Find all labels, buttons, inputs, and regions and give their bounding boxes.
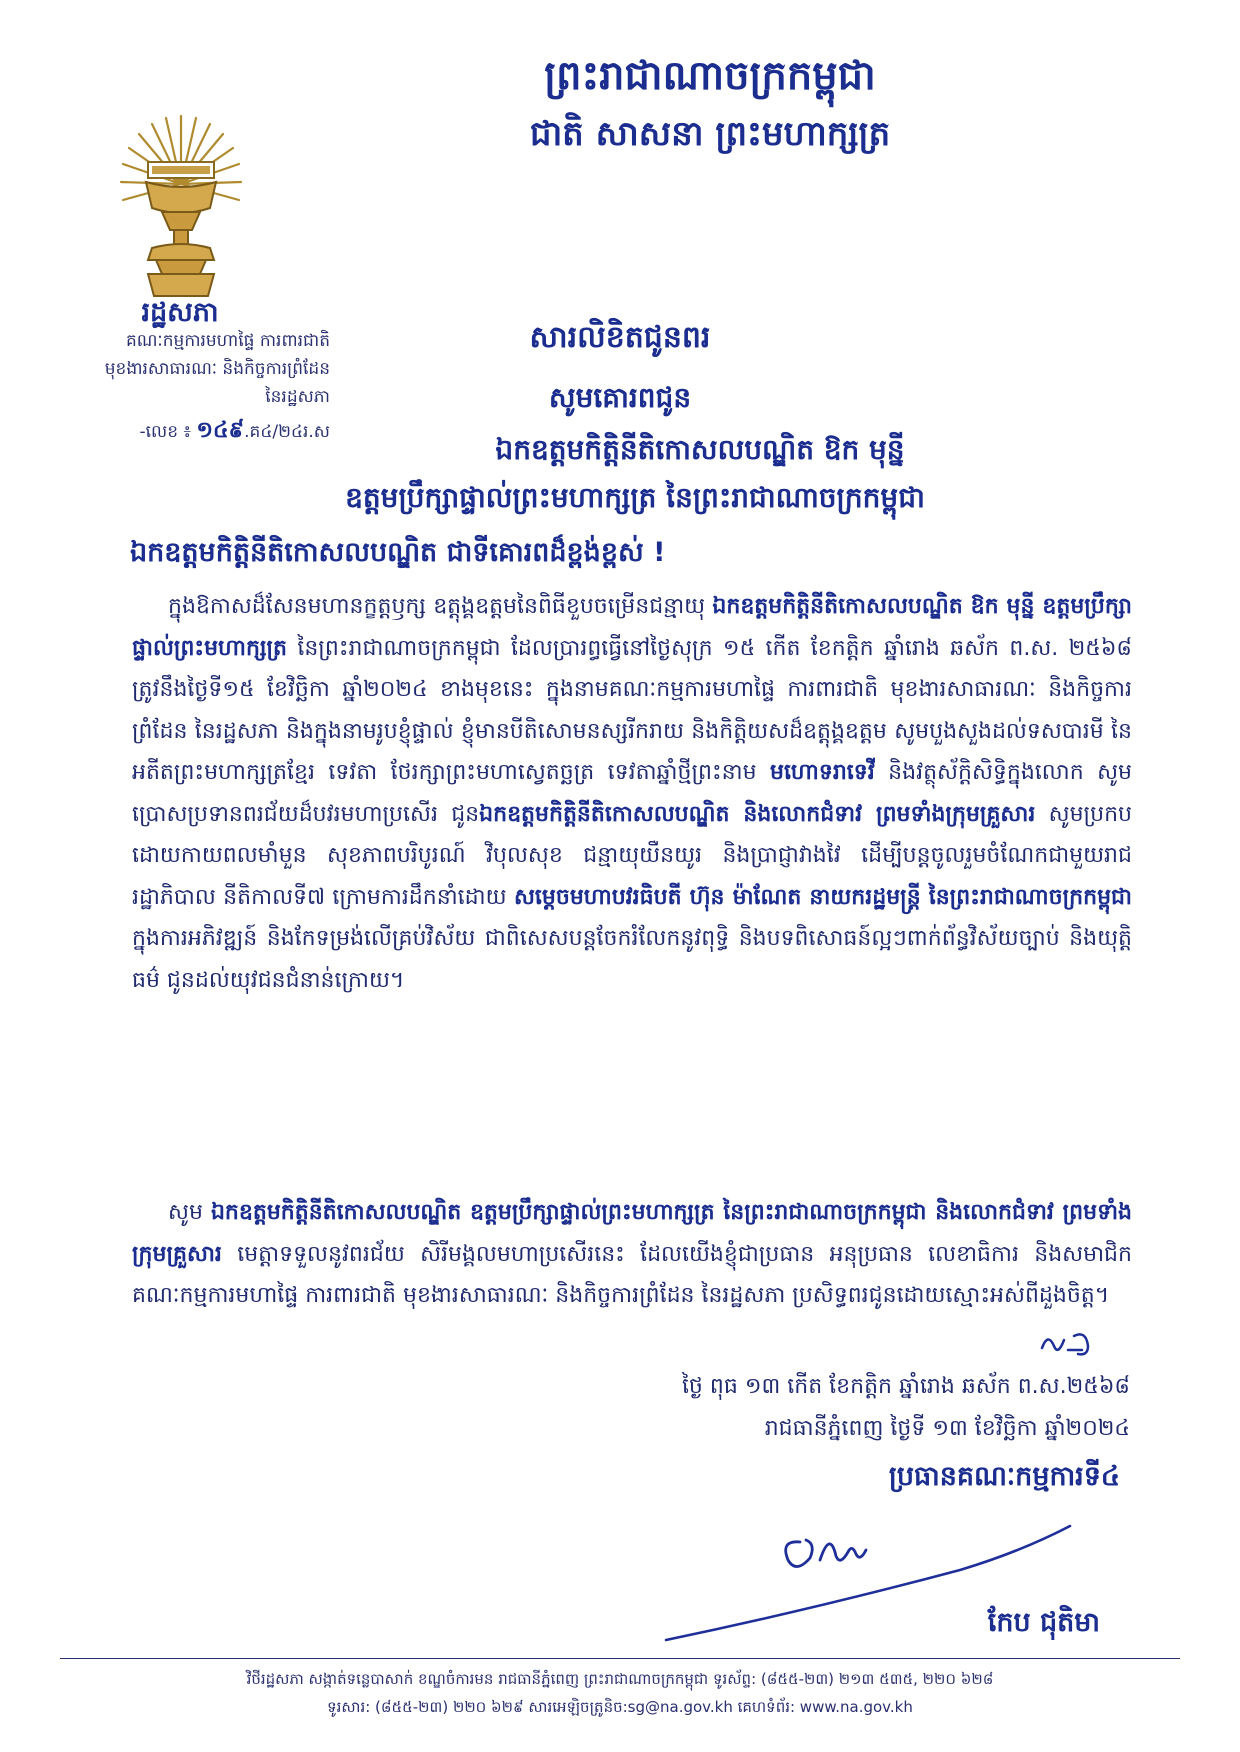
footer-divider	[60, 1658, 1180, 1659]
initials-mark-icon	[1038, 1326, 1098, 1362]
body-paragraph-1	[132, 586, 1132, 1001]
ref-suffix: .គ៤/២៤រ.ស	[244, 422, 330, 442]
respect-line: សូមគោរពជូន	[548, 381, 692, 414]
p1-text-a: ក្នុងឱកាសដ៏សែនមហានក្ខត្តឫក្ស ឧត្តុង្គឧត្តមនៃពិធីខួបចម្រើនជន្មាយុ	[168, 594, 713, 619]
commission-line-3: នៃរដ្ឋសភា	[265, 387, 330, 407]
p1-bold-addressee: ឯកឧត្តមកិត្តិនីតិកោសលបណ្ឌិត ឱក មុន្នី ឧត្តមប្រឹក្សាផ្ទាល់ព្រះមហាក្សត្រ	[132, 594, 1132, 661]
ref-prefix: -លេខ ៖	[139, 422, 197, 442]
solar-date: រាជធានីភ្នំពេញ ថ្ងៃទី ១៣ ខែវិច្ឆិកា ឆ្នាំ២០២៤	[764, 1416, 1130, 1441]
p1-text-i: ក្នុងការអភិវឌ្ឍន៍ និងកែទម្រង់លើគ្រប់វិស័យ ជាពិសេសបន្តចែករំលែកនូវពុទ្ធិ និងបទពិសោធន៍ល្អៗពាក់ព័ន្ធវិស័យច្បាប់ និងយុត្តិធម៌ ជូនដល់យុវជនជំនាន់ក្រោយ។	[132, 926, 1132, 993]
national-assembly-emblem-icon	[118, 112, 244, 302]
p1-text-e: និងវត្ថុស័ក្តិសិទ្ធិក្នុងលោក សូមប្រោសប្រទានពរជ័យដ៏បវរមហាប្រសើរ ជូន	[132, 760, 1133, 827]
signer-title: ប្រធានគណៈកម្មការទី៤	[888, 1461, 1120, 1492]
national-motto: ជាតិ សាសនា ព្រះមហាក្សត្រ	[529, 114, 891, 154]
footer-address: វិថីរដ្ឋសភា សង្កាត់ទន្លេបាសាក់ ខណ្ឌចំការមន រាជធានីភ្នំពេញ ព្រះរាជាណាចក្រកម្ពុជា ទូរស័ព្ទ: (៨៥៥-២៣) ២១៣ ៥៣៥, ២២០ ៦២៨	[246, 1670, 994, 1688]
p1-bold-deity: មហោទរាទេវី	[769, 760, 875, 785]
p1-bold-prime-minister: សម្តេចមហាបវរធិបតី ហ៊ុន ម៉ាណែត នាយករដ្ឋមន្ត្រី នៃព្រះរាជាណាចក្រកម្ពុជា	[513, 884, 1132, 910]
commission-line-1: គណៈកម្មការមហាផ្ទៃ ការពារជាតិ	[126, 331, 330, 351]
p2-text-c: មេត្តាទទួលនូវពរជ័យ សិរីមង្គលមហាប្រសើរនេះ ដែលយើងខ្ញុំជាប្រធាន អនុប្រធាន លេខាធិការ និងសមាជិកគណៈកម្មការមហាផ្ទៃ ការពារជាតិ មុខងារសាធារណៈ និងកិច្ចការព្រំដែន នៃរដ្ឋសភា ប្រសិទ្ធពរជូនដោយស្មោះអស់ពីដួងចិត្ត។	[132, 1241, 1132, 1308]
kingdom-heading: ព្រះរាជាណាចក្រកម្ពុជា	[544, 53, 876, 99]
p1-text-c: នៃព្រះរាជាណាចក្រកម្ពុជា ដែលប្រារព្ធធ្វើនៅថ្ងៃសុក្រ ១៥ កើត ខែកត្តិក ឆ្នាំរោង ឆស័ក ព.ស. ២៥៦៨ ត្រូវនឹងថ្ងៃទី១៥ ខែវិច្ឆិកា ឆ្នាំ២០២៤ ខាងមុខនេះ ក្នុងនាមគណៈកម្មការមហាផ្ទៃ ការពារជាតិ មុខងារសាធារណៈ និងកិច្ចការព្រំដែន នៃរដ្ឋសភា និងក្នុងនាមរូបខ្ញុំផ្ទាល់ ខ្ញុំមានបីតិសោមនស្សរីករាយ និងកិត្តិយសដ៏ឧត្តុង្គឧត្តម សូមបួងសួងដល់ទសបារមី នៃអតីតព្រះមហាក្សត្រខ្មែរ ទេវតា ថែរក្សាព្រះមហាស្វេតច្ឆត្រ ទេវតាឆ្នាំថ្មីព្រះនាម	[132, 635, 1132, 785]
assembly-name: រដ្ឋសភា	[141, 297, 219, 328]
p1-bold-family: ឯកឧត្តមកិត្តិនីតិកោសលបណ្ឌិត និងលោកជំទាវ ព្រមទាំងក្រុមគ្រួសារ	[479, 801, 1036, 827]
p1-text-g: សូមប្រកបដោយកាយពលមាំមួន សុខភាពបរិបូរណ៍ វិបុលសុខ ជន្មាយុយឺនយូរ និងប្រាជ្ញាវាងវៃ ដើម្បីបន្តចូលរួមចំណែកជាមួយរាជរដ្ឋាភិបាល នីតិកាលទី៧ ក្រោមការដឹកនាំដោយ	[132, 801, 1132, 910]
ref-number-handwritten: ១៤៩	[196, 418, 245, 443]
footer-contact: ទូរសារ: (៨៥៥-២៣) ២២០ ៦២៩ សារអេឡិចត្រូនិច:sg@na.gov.kh គេហទំព័រ: www.na.gov.kh	[327, 1698, 913, 1716]
body-paragraph-2	[132, 1192, 1132, 1317]
commission-line-2: មុខងារសាធារណៈ និងកិច្ចការព្រំដែន	[104, 359, 330, 379]
addressee-name: ឯកឧត្តមកិត្តិនីតិកោសលបណ្ឌិត ឱក មុន្នី	[495, 433, 905, 466]
salutation: ឯកឧត្តមកិត្តិនីតិកោសលបណ្ឌិត ជាទីគោរពដ៏ខ្ពង់ខ្ពស់ !	[130, 537, 666, 568]
p2-text-a: សូម	[168, 1200, 211, 1225]
signer-name: កែប ជុតិមា	[987, 1607, 1100, 1638]
lunar-date: ថ្ងៃ ពុធ ១៣ កើត ខែកត្តិក ឆ្នាំរោង ឆស័ក ព.ស.២៥៦៨	[681, 1374, 1130, 1399]
p2-bold-addressee: ឯកឧត្តមកិត្តិនីតិកោសលបណ្ឌិត ឧត្តមប្រឹក្សាផ្ទាល់ព្រះមហាក្សត្រ នៃព្រះរាជាណាចក្រកម្ពុជា និងលោកជំទាវ ព្រមទាំងក្រុមគ្រួសារ	[132, 1200, 1132, 1267]
addressee-position: ឧត្តមប្រឹក្សាផ្ទាល់ព្រះមហាក្សត្រ នៃព្រះរាជាណាចក្រកម្ពុជា	[345, 481, 925, 514]
letter-title: សារលិខិតជូនពរ	[529, 320, 711, 355]
reference-number	[30, 416, 330, 448]
